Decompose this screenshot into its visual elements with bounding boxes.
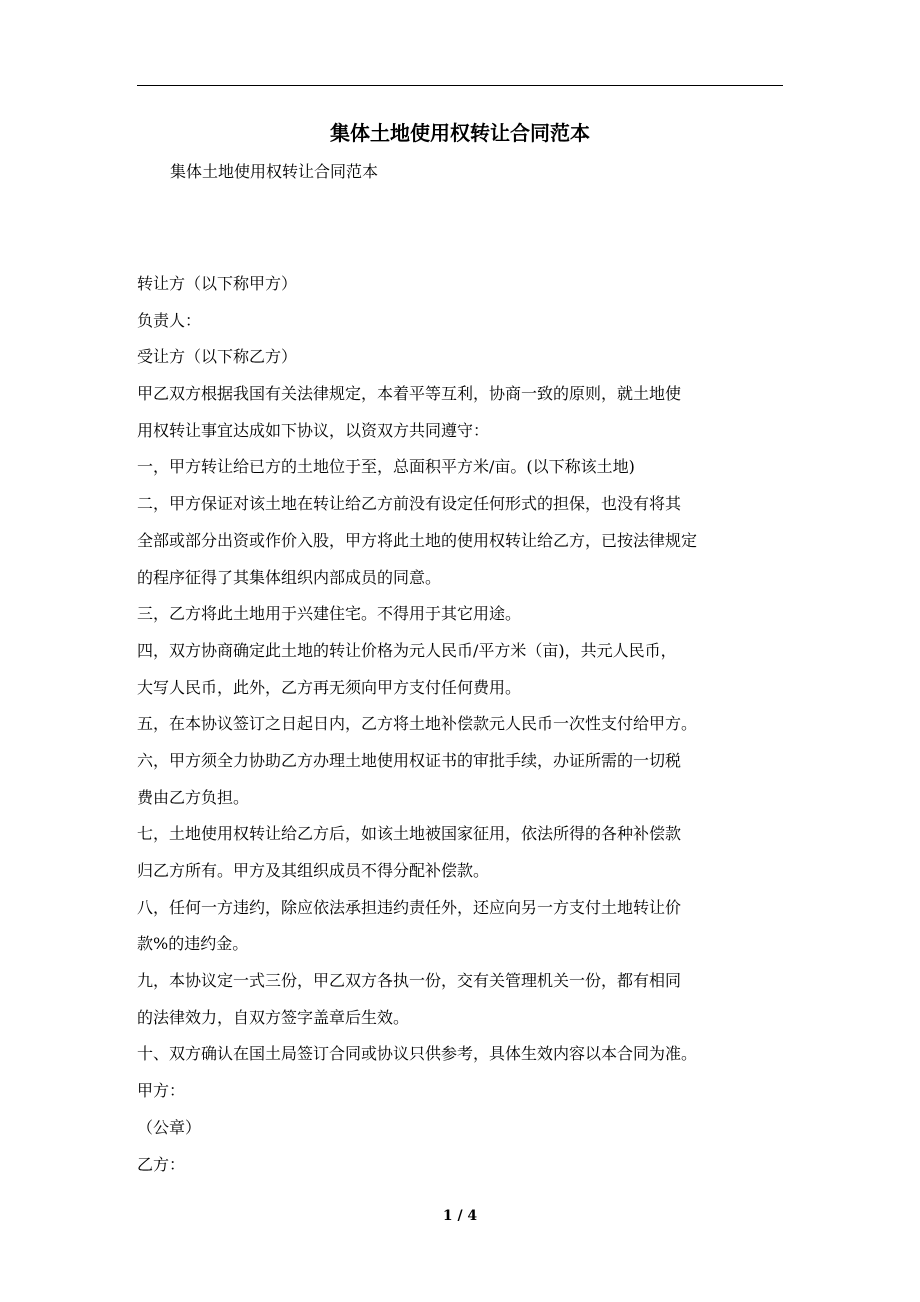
text-line: 六，甲方须全力协助乙方办理土地使用权证书的审批手续，办证所需的一切税	[137, 750, 682, 770]
text-line: 十、双方确认在国土局签订合同或协议只供参考，具体生效内容以本合同为准。	[137, 1044, 698, 1064]
text-line: 四，双方协商确定此土地的转让价格为元人民币/平方米（亩)，共元人民币，	[137, 640, 677, 660]
text-line: 受让方（以下称乙方）	[137, 347, 298, 367]
text-line: 三，乙方将此土地用于兴建住宅。不得用于其它用途。	[137, 604, 522, 624]
text-line: 款%的违约金。	[137, 934, 249, 954]
text-line: 甲乙双方根据我国有关法律规定，本着平等互利，协商一致的原则，就土地使	[137, 384, 682, 404]
text-line: （公章）	[137, 1117, 202, 1137]
document-subtitle: 集体土地使用权转让合同范本	[170, 162, 379, 181]
text-line: 费由乙方负担。	[137, 787, 250, 807]
document-body	[137, 266, 797, 1183]
page-indicator: 1 / 4	[442, 1208, 478, 1224]
text-line: 五，在本协议签订之日起日内，乙方将土地补偿款元人民币一次性支付给甲方。	[137, 714, 698, 734]
text-line: 转让方（以下称甲方）	[137, 274, 298, 293]
text-line: 负责人：	[137, 310, 202, 330]
document-title: 集体土地使用权转让合同范本	[330, 121, 590, 145]
text-line: 七，土地使用权转让给乙方后，如该土地被国家征用，依法所得的各种补偿款	[137, 824, 682, 844]
text-line: 九，本协议定一式三份，甲乙双方各执一份，交有关管理机关一份，都有相同	[137, 971, 682, 991]
text-line: 用权转让事宜达成如下协议，以资双方共同遵守：	[137, 420, 490, 440]
text-line: 的法律效力，自双方签字盖章后生效。	[137, 1007, 410, 1027]
text-line: 归乙方所有。甲方及其组织成员不得分配补偿款。	[137, 861, 490, 880]
text-line: 大写人民币，此外，乙方再无须向甲方支付任何费用。	[137, 677, 522, 697]
text-line: 二，甲方保证对该土地在转让给乙方前没有设定任何形式的担保，也没有将其	[137, 494, 682, 514]
text-line: 甲方：	[137, 1081, 186, 1101]
text-line: 的程序征得了其集体组织内部成员的同意。	[137, 567, 442, 587]
text-line: 全部或部分出资或作价入股，甲方将此土地的使用权转让给乙方，已按法律规定	[137, 530, 698, 550]
text-line: 一，甲方转让给已方的土地位于至，总面积平方米/亩。(以下称该土地)	[137, 457, 635, 477]
header-rule	[137, 85, 783, 86]
text-line: 八，任何一方违约，除应依法承担违约责任外，还应向另一方支付土地转让价	[137, 897, 682, 917]
text-line: 乙方：	[137, 1154, 186, 1174]
